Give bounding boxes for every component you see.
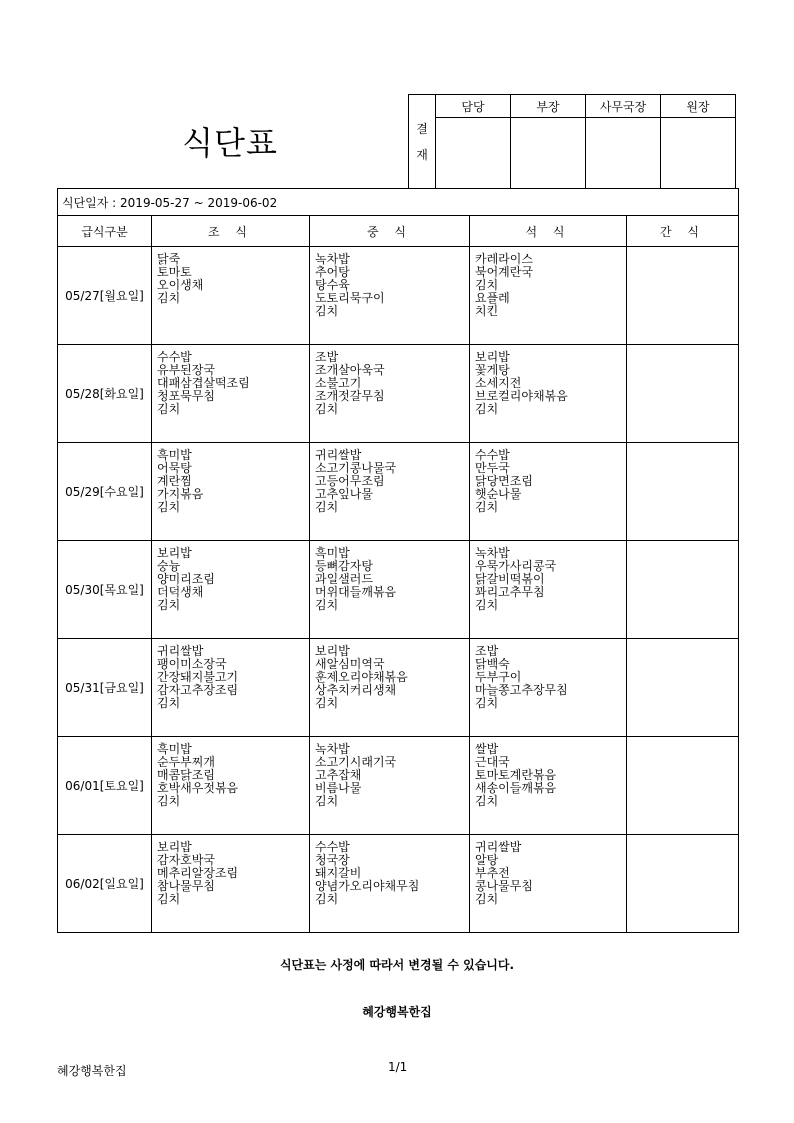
snack-cell	[627, 639, 739, 737]
day-date: 06/01[토요일]	[58, 737, 152, 835]
day-date: 05/31[금요일]	[58, 639, 152, 737]
menu-item: 알탕	[475, 853, 499, 867]
menu-item: 김치	[475, 696, 499, 710]
menu-item: 김치	[157, 291, 181, 305]
breakfast-cell	[152, 639, 310, 737]
menu-item: 닭죽	[157, 252, 181, 266]
snack-cell	[627, 443, 739, 541]
menu-item: 숭늉	[157, 559, 181, 573]
day-row	[58, 443, 739, 541]
menu-item: 귀리쌀밥	[157, 644, 204, 658]
snack-cell	[627, 835, 739, 933]
menu-item: 대패삼겹살떡조림	[157, 376, 250, 390]
menu-item: 김치	[315, 794, 339, 808]
day-date: 05/27[월요일]	[58, 247, 152, 345]
menu-item: 비름나물	[315, 781, 362, 795]
snack-cell	[627, 737, 739, 835]
header-snack: 간 식	[627, 216, 739, 247]
menu-item: 보리밥	[315, 644, 350, 658]
menu-item: 수수밥	[475, 448, 510, 462]
day-date: 05/30[목요일]	[58, 541, 152, 639]
menu-item: 오이생채	[157, 278, 204, 292]
menu-item: 호박새우젓볶음	[157, 781, 239, 795]
menu-item: 콩나물무침	[475, 879, 533, 893]
menu-item: 흑미밥	[157, 448, 192, 462]
menu-item: 감자호박국	[157, 853, 215, 867]
approval-box	[408, 94, 736, 189]
menu-item: 햇순나물	[475, 487, 522, 501]
day-row	[58, 639, 739, 737]
approval-sign-cell	[661, 118, 736, 189]
snack-cell	[627, 345, 739, 443]
menu-item: 토마토계란볶음	[475, 768, 557, 782]
footer-organization: 혜강행복한집	[57, 1064, 127, 1078]
menu-item: 김치	[315, 500, 339, 514]
menu-item: 돼지갈비	[315, 866, 362, 880]
approval-side-label	[409, 95, 436, 189]
menu-item: 감자고추장조림	[157, 683, 239, 697]
menu-item: 브로컬리야채볶음	[475, 389, 568, 403]
menu-item: 쌀밥	[475, 742, 499, 756]
menu-item: 김치	[315, 304, 339, 318]
lunch-cell	[310, 737, 470, 835]
menu-item: 북어계란국	[475, 265, 533, 279]
header-breakfast: 조 식	[152, 216, 310, 247]
approval-role: 담당	[436, 95, 511, 118]
menu-item: 김치	[315, 892, 339, 906]
breakfast-cell	[152, 737, 310, 835]
approval-sign-cell	[511, 118, 586, 189]
day-row	[58, 737, 739, 835]
menu-item: 등뼈감자탕	[315, 559, 373, 573]
snack-cell	[627, 247, 739, 345]
menu-item: 양미리조림	[157, 572, 215, 586]
lunch-cell	[310, 247, 470, 345]
menu-item: 김치	[315, 598, 339, 612]
header-category: 급식구분	[58, 216, 152, 247]
menu-item: 청국장	[315, 853, 350, 867]
menu-item: 흑미밥	[315, 546, 350, 560]
menu-item: 추어탕	[315, 265, 350, 279]
menu-item: 김치	[157, 500, 181, 514]
day-date: 06/02[일요일]	[58, 835, 152, 933]
menu-table	[57, 188, 739, 933]
menu-item: 만두국	[475, 461, 510, 475]
breakfast-cell	[152, 835, 310, 933]
menu-item: 토마토	[157, 265, 192, 279]
menu-item: 참나물무침	[157, 879, 215, 893]
day-row	[58, 247, 739, 345]
snack-cell	[627, 541, 739, 639]
menu-item: 김치	[157, 696, 181, 710]
menu-item: 상추치커리생채	[315, 683, 397, 697]
menu-item: 흑미밥	[157, 742, 192, 756]
menu-item: 김치	[157, 402, 181, 416]
menu-item: 조개젓갈무침	[315, 389, 385, 403]
menu-item: 소세지전	[475, 376, 522, 390]
approval-sign-cell	[436, 118, 511, 189]
menu-item: 녹차밥	[475, 546, 510, 560]
menu-item: 새송이들깨볶음	[475, 781, 557, 795]
menu-item: 어묵탕	[157, 461, 192, 475]
menu-item: 꽃게탕	[475, 363, 510, 377]
approval-role: 사무국장	[586, 95, 661, 118]
menu-item: 조밥	[315, 350, 339, 364]
menu-item: 수수밥	[157, 350, 192, 364]
menu-item: 간장돼지불고기	[157, 670, 239, 684]
menu-item: 소고기시래기국	[315, 755, 397, 769]
menu-item: 두부구이	[475, 670, 522, 684]
menu-item: 머위대들깨볶음	[315, 585, 397, 599]
menu-item: 김치	[157, 598, 181, 612]
menu-item: 우묵가사리콩국	[475, 559, 557, 573]
menu-item: 꽈리고추무침	[475, 585, 545, 599]
menu-item: 소불고기	[315, 376, 362, 390]
breakfast-cell	[152, 247, 310, 345]
menu-item: 귀리쌀밥	[475, 840, 522, 854]
dinner-cell	[470, 541, 627, 639]
menu-item: 김치	[475, 500, 499, 514]
menu-item: 김치	[157, 794, 181, 808]
notice-text: 식단표는 사정에 따라서 변경될 수 있습니다.	[279, 958, 515, 972]
menu-item: 더덕생채	[157, 585, 204, 599]
breakfast-cell	[152, 345, 310, 443]
menu-item: 순두부찌개	[157, 755, 215, 769]
menu-item: 훈제오리야채볶음	[315, 670, 408, 684]
lunch-cell	[310, 541, 470, 639]
organization-name: 혜강행복한집	[362, 1005, 432, 1019]
meal-period: 식단일자 : 2019-05-27 ~ 2019-06-02	[58, 189, 739, 216]
day-row	[58, 345, 739, 443]
menu-item: 김치	[475, 402, 499, 416]
page-title: 식단표	[182, 124, 278, 162]
menu-item: 닭당면조림	[475, 474, 533, 488]
menu-item: 매콤닭조림	[157, 768, 215, 782]
dinner-cell	[470, 639, 627, 737]
dinner-cell	[470, 247, 627, 345]
menu-item: 가지볶음	[157, 487, 204, 501]
menu-item: 조밥	[475, 644, 499, 658]
menu-item: 양념가오리야채무침	[315, 879, 420, 893]
menu-item: 치킨	[475, 304, 499, 318]
menu-item: 닭갈비떡볶이	[475, 572, 545, 586]
menu-item: 새알심미역국	[315, 657, 385, 671]
menu-item: 김치	[315, 696, 339, 710]
menu-item: 보리밥	[157, 840, 192, 854]
menu-item: 보리밥	[157, 546, 192, 560]
menu-item: 과일샐러드	[315, 572, 373, 586]
page-number: 1/1	[388, 1060, 408, 1074]
breakfast-cell	[152, 541, 310, 639]
approval-role: 원장	[661, 95, 736, 118]
menu-item: 마늘쫑고추장무침	[475, 683, 568, 697]
menu-item: 김치	[475, 794, 499, 808]
breakfast-cell	[152, 443, 310, 541]
menu-item: 청포묵무침	[157, 389, 215, 403]
lunch-cell	[310, 443, 470, 541]
approval-side-char: 결	[416, 121, 428, 136]
approval-side-char: 재	[416, 147, 428, 162]
menu-item: 수수밥	[315, 840, 350, 854]
menu-item: 고추잎나물	[315, 487, 373, 501]
day-date: 05/28[화요일]	[58, 345, 152, 443]
menu-item: 닭백숙	[475, 657, 510, 671]
menu-item: 김치	[315, 402, 339, 416]
menu-item: 녹차밥	[315, 252, 350, 266]
dinner-cell	[470, 737, 627, 835]
dinner-cell	[470, 443, 627, 541]
menu-item: 유부된장국	[157, 363, 215, 377]
menu-item: 김치	[475, 892, 499, 906]
menu-item: 계란찜	[157, 474, 192, 488]
menu-item: 김치	[475, 278, 499, 292]
menu-item: 귀리쌀밥	[315, 448, 362, 462]
day-date: 05/29[수요일]	[58, 443, 152, 541]
menu-item: 카레라이스	[475, 252, 533, 266]
menu-item: 탕수육	[315, 278, 350, 292]
approval-sign-cell	[586, 118, 661, 189]
menu-item: 조개살아욱국	[315, 363, 385, 377]
dinner-cell	[470, 345, 627, 443]
day-row	[58, 835, 739, 933]
approval-role: 부장	[511, 95, 586, 118]
menu-item: 요플레	[475, 291, 510, 305]
menu-item: 보리밥	[475, 350, 510, 364]
menu-item: 도토리묵구이	[315, 291, 385, 305]
menu-item: 소고기콩나물국	[315, 461, 397, 475]
menu-item: 김치	[157, 892, 181, 906]
dinner-cell	[470, 835, 627, 933]
menu-item: 근대국	[475, 755, 510, 769]
menu-item: 팽이미소장국	[157, 657, 227, 671]
header-dinner: 석 식	[470, 216, 627, 247]
menu-item: 메추리알장조림	[157, 866, 239, 880]
lunch-cell	[310, 345, 470, 443]
lunch-cell	[310, 639, 470, 737]
header-lunch: 중 식	[310, 216, 470, 247]
menu-item: 고등어무조림	[315, 474, 385, 488]
lunch-cell	[310, 835, 470, 933]
menu-item: 녹차밥	[315, 742, 350, 756]
menu-item: 고추잡채	[315, 768, 362, 782]
menu-item: 부추전	[475, 866, 510, 880]
menu-item: 김치	[475, 598, 499, 612]
day-row	[58, 541, 739, 639]
